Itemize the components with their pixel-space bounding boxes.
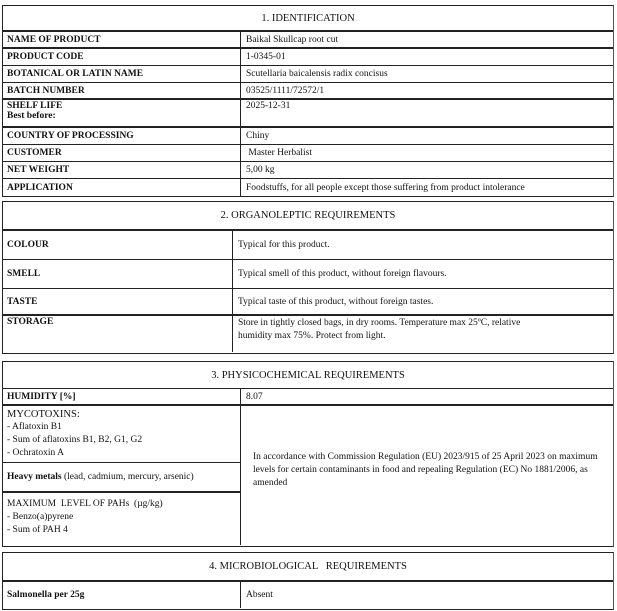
label: BOTANICAL OR LATIN NAME xyxy=(3,66,241,82)
value: 1-0345-01 xyxy=(246,52,286,62)
label: MYCOTOXINS: xyxy=(7,409,80,420)
identification-section xyxy=(2,5,614,197)
label: COUNTRY OF PROCESSING xyxy=(3,128,241,144)
value: Chiny xyxy=(246,131,270,141)
label: Heavy metals xyxy=(7,472,62,482)
value: Store in tightly closed bags, in dry rooms. Temperature max 25ºC, relative humidity max 75%. Protect from light. xyxy=(238,318,521,341)
label: BATCH NUMBER xyxy=(3,83,241,98)
value: Master Herbalist xyxy=(246,148,312,158)
value: Scutellaria baicalensis radix concisus xyxy=(246,69,388,79)
label: COLOUR xyxy=(3,231,233,259)
label: SMELL xyxy=(3,260,233,288)
list-item: - Ochratoxin A xyxy=(7,448,64,458)
list-item: - Benzo(a)pyrene xyxy=(7,512,74,522)
label: TASTE xyxy=(3,289,233,314)
value: Baikal Skullcap root cut xyxy=(246,34,339,45)
value: 2025-12-31 xyxy=(246,101,291,111)
section-title: 4. MICROBIOLOGICAL REQUIREMENTS xyxy=(3,553,613,582)
microbiological-section xyxy=(2,552,614,610)
label: HUMIDITY [%] xyxy=(3,389,241,404)
value: Absent xyxy=(246,590,273,600)
list-item: - Sum of aflatoxins B1, B2, G1, G2 xyxy=(7,435,143,445)
label: MAXIMUM LEVEL OF PAHs (µg/kg) xyxy=(7,499,163,509)
physicochemical-section xyxy=(2,361,614,547)
value: 8.07 xyxy=(246,391,263,402)
label: NAME OF PRODUCT xyxy=(3,32,241,47)
mycotoxins-cell xyxy=(3,406,240,463)
heavy-metals-cell xyxy=(3,463,240,493)
section-title: 2. ORGANOLEPTIC REQUIREMENTS xyxy=(3,202,613,231)
section-title: 3. PHYSICOCHEMICAL REQUIREMENTS xyxy=(3,362,613,389)
label: CUSTOMER xyxy=(3,145,241,161)
shelf-life-label xyxy=(3,100,241,126)
value: Typical taste of this product, without foreign tastes. xyxy=(238,296,434,307)
pahs-cell xyxy=(3,493,240,542)
label: STORAGE xyxy=(3,316,233,352)
regulation-text: In accordance with Commission Regulation (EU) 2023/915 of 25 April 2023 on maximum levels for certain contaminants in food and repealing Regulation (EC) No 1881/2006, as amended xyxy=(253,452,598,488)
value: 5,00 kg xyxy=(246,165,275,175)
detail: (lead, cadmium, mercury, arsenic) xyxy=(61,472,194,482)
value: 03525/1111/72572/1 xyxy=(246,85,325,96)
organoleptic-section xyxy=(2,201,614,354)
value: Typical for this product. xyxy=(238,240,330,250)
value: Foodstuffs, for all people except those suffering from product intolerance xyxy=(246,182,525,193)
value: Typical smell of this product, without foreign flavours. xyxy=(238,269,447,279)
label: Salmonella per 25g xyxy=(3,582,241,608)
label: PRODUCT CODE xyxy=(3,49,241,65)
section-title: 1. IDENTIFICATION xyxy=(3,6,613,32)
sublabel: Best before: xyxy=(7,111,56,121)
list-item: - Aflatoxin B1 xyxy=(7,422,62,432)
label: SHELF LIFE xyxy=(7,101,63,111)
label: APPLICATION xyxy=(3,179,241,196)
list-item: - Sum of PAH 4 xyxy=(7,525,68,535)
label: NET WEIGHT xyxy=(3,162,241,178)
